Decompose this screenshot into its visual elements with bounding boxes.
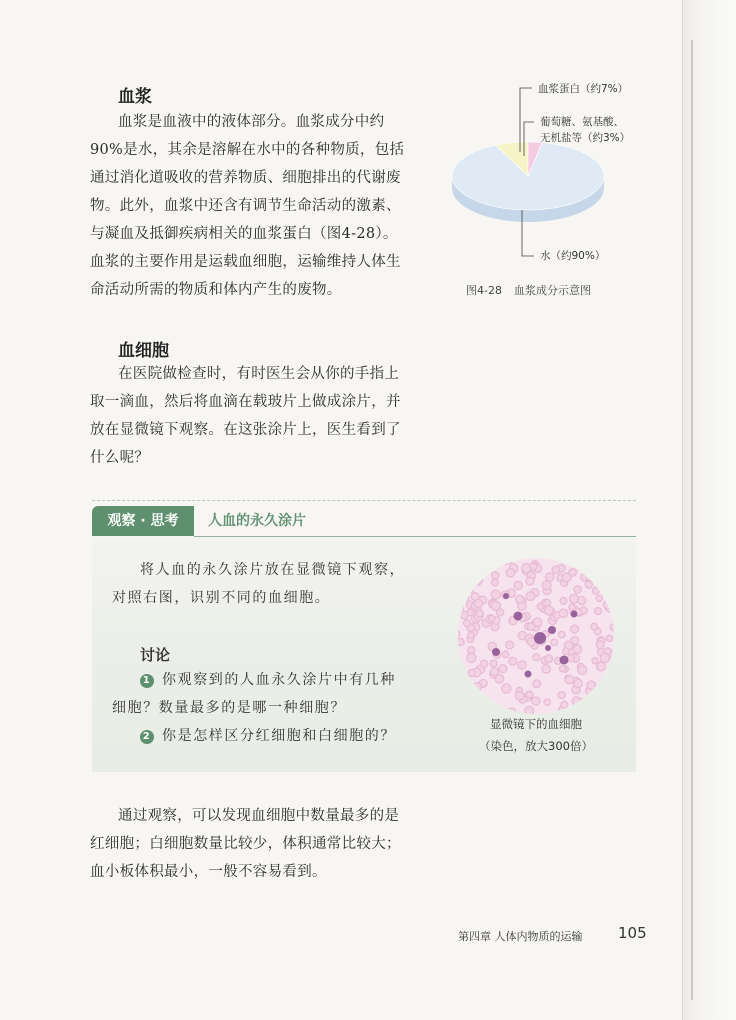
red-blood-cell: [604, 681, 612, 689]
red-blood-cell: [542, 665, 550, 673]
red-blood-cell: [607, 696, 614, 703]
red-blood-cell: [595, 608, 602, 615]
red-blood-cell: [516, 595, 524, 603]
red-blood-cell: [456, 582, 463, 589]
red-blood-cell: [465, 556, 473, 563]
red-blood-cell: [466, 563, 473, 570]
white-blood-cell: [534, 632, 546, 644]
question-2-line: [112, 722, 396, 750]
red-blood-cell: [491, 579, 498, 586]
red-blood-cell: [587, 681, 596, 690]
figure-number: 图4-28: [466, 284, 502, 297]
figure-title: 血浆成分示意图: [513, 284, 591, 297]
red-blood-cell: [467, 653, 476, 662]
red-blood-cell: [509, 657, 517, 665]
activity-top-rule: [92, 500, 636, 501]
red-blood-cell: [533, 618, 542, 627]
pie-label-water: 水（约90%）: [540, 250, 606, 262]
question-1-line-1: [112, 666, 396, 694]
red-blood-cell: [498, 556, 506, 560]
red-blood-cell: [606, 679, 615, 688]
red-blood-cell: [573, 563, 581, 571]
red-blood-cell: [587, 705, 595, 713]
red-blood-cell: [552, 566, 560, 574]
red-blood-cell: [574, 679, 582, 687]
red-blood-cell: [481, 660, 488, 667]
blood-cells-line: 取一滴血，然后将血滴在载玻片上做成涂片，并: [90, 394, 401, 410]
plasma-line: 通过消化道吸收的营养物质、细胞排出的代谢废: [90, 170, 401, 186]
red-blood-cell: [532, 697, 540, 705]
red-blood-cell: [456, 630, 460, 638]
red-blood-cell: [573, 645, 582, 654]
red-blood-cell: [592, 587, 599, 594]
micrograph-caption-2: （染色，放大300倍）: [479, 739, 593, 753]
white-blood-cell: [492, 648, 500, 656]
red-blood-cell: [499, 665, 507, 673]
activity-intro-line: 将人血的永久涂片放在显微镜下观察，: [140, 562, 406, 578]
question-1-number: 1: [140, 674, 154, 688]
page-number: 105: [618, 924, 647, 942]
red-blood-cell: [481, 564, 488, 571]
pie-label-protein: 血浆蛋白（约7%）: [538, 83, 629, 95]
red-blood-cell: [596, 595, 602, 601]
red-blood-cell: [561, 701, 568, 708]
activity-title: 人血的永久涂片: [208, 513, 306, 529]
red-blood-cell: [459, 702, 468, 711]
question-1-line-2: 细胞？数量最多的是哪一种细胞？: [112, 700, 346, 716]
red-blood-cell: [476, 610, 483, 617]
red-blood-cell: [573, 556, 580, 563]
red-blood-cell: [502, 684, 511, 693]
red-blood-cell: [558, 692, 565, 699]
red-blood-cell: [594, 704, 601, 711]
plasma-line: 物。此外，血浆中还含有调节生命活动的激素、: [90, 198, 401, 214]
red-blood-cell: [572, 697, 580, 705]
red-blood-cell: [477, 699, 485, 707]
red-blood-cell: [465, 701, 472, 708]
activity-tag: 观察 · 思考: [92, 506, 194, 536]
red-blood-cell: [456, 652, 460, 659]
red-blood-cell: [466, 586, 473, 593]
heading-plasma: 血浆: [118, 87, 152, 107]
red-blood-cell: [585, 581, 592, 588]
red-blood-cell: [457, 638, 464, 645]
red-blood-cell: [490, 660, 497, 667]
footer-chapter: 第四章 人体内物质的运输: [458, 930, 583, 943]
red-blood-cell: [473, 683, 481, 691]
red-blood-cell: [533, 654, 540, 661]
red-blood-cell: [464, 620, 471, 627]
red-blood-cell: [558, 631, 565, 638]
blood-cells-line: 在医院做检查时，有时医生会从你的手指上: [118, 366, 400, 382]
plasma-paragraph: [90, 108, 404, 304]
red-blood-cell: [563, 648, 570, 655]
plasma-line: 与凝血及抵御疾病相关的血浆蛋白（图4-28）。: [90, 226, 398, 242]
question-2-number: 2: [140, 730, 154, 744]
red-blood-cell: [456, 604, 463, 611]
red-blood-cell: [607, 565, 616, 574]
red-blood-cell: [600, 568, 607, 575]
white-blood-cell: [571, 611, 578, 618]
red-blood-cell: [610, 624, 616, 631]
red-blood-cell: [597, 662, 606, 671]
activity-intro: [112, 556, 405, 612]
red-blood-cell: [544, 599, 551, 606]
red-blood-cell: [565, 675, 573, 683]
red-blood-cell: [607, 700, 616, 709]
pie-slices: [452, 142, 604, 210]
red-blood-cell: [600, 653, 609, 662]
red-blood-cell: [542, 581, 551, 590]
red-blood-cell: [491, 601, 500, 610]
red-blood-cell: [491, 561, 498, 568]
conclusion-line: 通过观察，可以发现血细胞中数量最多的是: [118, 808, 400, 824]
red-blood-cell: [506, 641, 514, 649]
red-blood-cell: [591, 623, 598, 630]
red-blood-cell: [514, 581, 522, 589]
red-blood-cell: [592, 658, 598, 664]
page-binding-edge: [682, 0, 736, 1020]
red-blood-cell: [559, 666, 565, 672]
red-blood-cell: [613, 556, 616, 562]
red-blood-cell: [546, 573, 554, 581]
red-blood-cell: [461, 593, 469, 601]
activity-intro-line: 对照右图，识别不同的血细胞。: [112, 590, 331, 606]
red-blood-cell: [611, 687, 616, 696]
red-blood-cell: [490, 668, 498, 676]
pie-label-others-2: 无机盐等（约3%）: [540, 132, 631, 144]
red-blood-cell: [569, 604, 575, 610]
red-blood-cell: [507, 708, 516, 716]
red-blood-cell: [468, 632, 474, 638]
red-blood-cell: [544, 699, 550, 705]
red-blood-cell: [489, 615, 495, 621]
red-blood-cell: [472, 571, 479, 578]
red-blood-cell: [456, 585, 461, 593]
red-blood-cell: [456, 610, 461, 618]
blood-cells-paragraph: [90, 360, 401, 472]
blood-cells-line: 什么呢？: [90, 450, 150, 466]
red-blood-cell: [596, 569, 604, 577]
red-blood-cell: [611, 658, 616, 665]
red-blood-cell: [604, 556, 611, 560]
red-blood-cell: [566, 709, 572, 715]
red-blood-cell: [544, 606, 553, 615]
red-blood-cell: [475, 576, 482, 583]
red-blood-cell: [465, 693, 473, 701]
plasma-line: 90%是水，其余是溶解在水中的各种物质，包括: [90, 142, 405, 158]
red-blood-cell: [515, 692, 523, 700]
red-blood-cell: [502, 651, 509, 658]
red-blood-cell: [545, 655, 553, 663]
red-blood-cell: [578, 666, 587, 675]
red-blood-cell: [473, 556, 481, 562]
red-blood-cell: [468, 670, 475, 677]
red-blood-cell: [560, 598, 567, 605]
red-blood-cell: [456, 673, 461, 681]
question-2-text: 你是怎样区分红细胞和白细胞的？: [162, 728, 396, 744]
red-blood-cell: [492, 572, 499, 579]
red-blood-cell: [526, 691, 533, 698]
white-blood-cell: [503, 593, 509, 599]
heading-blood-cells: 血细胞: [118, 341, 169, 361]
red-blood-cell: [471, 696, 479, 704]
red-blood-cell: [526, 577, 534, 585]
white-blood-cell: [525, 671, 532, 678]
discussion-heading: 讨论: [140, 646, 171, 664]
conclusion-paragraph: [90, 802, 401, 886]
red-blood-cell: [525, 706, 534, 715]
pie-label-others-1: 葡萄糖、氨基酸、: [540, 116, 624, 128]
conclusion-line: 血小板体积最小，一般不容易看到。: [90, 864, 327, 880]
white-blood-cell: [514, 612, 523, 621]
red-blood-cell: [578, 597, 586, 605]
red-blood-cell: [456, 588, 461, 597]
plasma-line: 血浆的主要作用是运载血细胞，运输维持人体生: [90, 254, 401, 270]
white-blood-cell: [548, 626, 556, 634]
plasma-line: 命活动所需的物质和体内产生的废物。: [90, 282, 342, 298]
red-blood-cell: [478, 556, 487, 561]
plasma-line: 血浆是血液中的液体部分。血浆成分中约: [118, 114, 385, 130]
red-blood-cell: [506, 569, 514, 577]
red-blood-cell: [596, 641, 604, 649]
micrograph-caption-1: 显微镜下的血细胞: [490, 717, 582, 731]
red-blood-cell: [562, 573, 571, 582]
red-blood-cell: [559, 609, 567, 617]
conclusion-line: 红细胞；白细胞数量比较少，体积通常比较大；: [90, 836, 401, 852]
red-blood-cell: [533, 680, 541, 688]
red-blood-cell: [456, 678, 463, 686]
red-blood-cell: [600, 579, 607, 586]
red-blood-cell: [526, 592, 535, 601]
red-blood-cell: [574, 586, 581, 593]
red-blood-cell: [571, 625, 579, 633]
red-blood-cell: [491, 590, 500, 599]
red-blood-cell: [474, 599, 482, 607]
white-blood-cell: [545, 645, 551, 651]
red-blood-cell: [606, 635, 612, 641]
red-blood-cell: [551, 639, 558, 646]
red-blood-cell: [581, 574, 588, 581]
discussion-questions: [112, 666, 396, 750]
red-blood-cell: [604, 600, 613, 609]
red-blood-cell: [466, 578, 474, 586]
blood-cells-line: 放在显微镜下观察。在这张涂片上，医生看到了: [90, 422, 401, 438]
figure-caption: [466, 282, 591, 298]
red-blood-cell: [610, 595, 616, 602]
red-blood-cell: [518, 661, 526, 669]
red-blood-cell: [456, 708, 461, 716]
white-blood-cell: [560, 656, 569, 665]
question-1-text: 你观察到的人血永久涂片中有几种: [162, 672, 396, 688]
blood-smear-micrograph: [456, 556, 616, 716]
red-blood-cell: [530, 563, 537, 570]
red-blood-cell: [506, 557, 513, 564]
